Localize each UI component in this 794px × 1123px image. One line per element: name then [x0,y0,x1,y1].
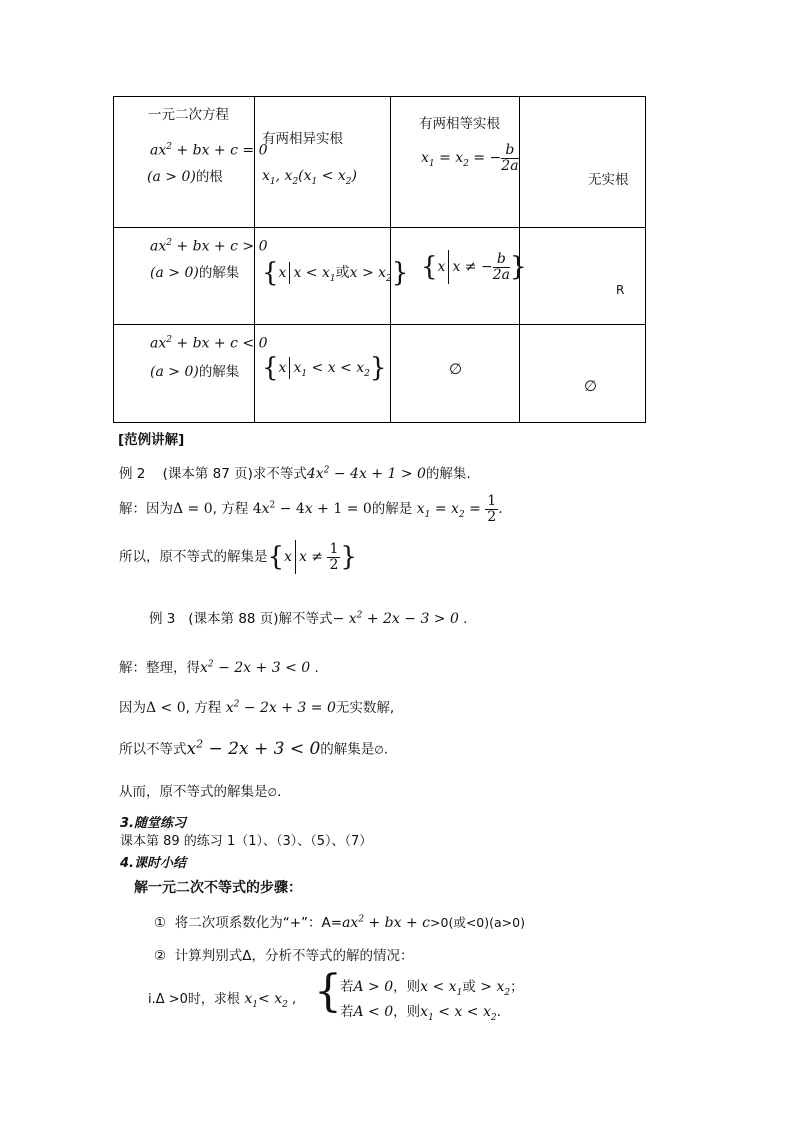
gt-ineq-condition: (a > 0)的解集 [150,265,240,281]
cell-lt-two-roots [255,325,391,423]
cell-lt-ineq [114,325,268,423]
two-distinct-label: 有两相异实根 [262,131,343,147]
summary-title: 解一元二次不等式的步骤： [134,880,302,896]
practice-heading: 3.随堂练习 [120,816,186,831]
lt-no-roots-set: ∅ [584,377,598,395]
cell-gt-ineq [114,228,268,325]
lt-ineq-formula: $ax^2$ + bx + c < 0 [150,335,268,352]
equation-formula: $ax^2$ + bx + c = 0 [150,142,268,159]
gt-no-roots-set: R [616,283,625,297]
example2-conclusion: 所以，原不等式的解集是{x x ≠ $\frac{1}{2}$ } [119,540,357,573]
example3-step1: 解：整理，得$x^2 - 2x + 3 < 0$ . [119,659,319,676]
example2-question: 例 2 (课本第 87 页)求不等式$4x^2 - 4x + 1 > 0$的解集. [119,465,471,482]
lt-equal-roots-set: ∅ [449,360,463,378]
roots-table [113,96,646,423]
gt-two-roots-set: {x $x < x_1$或$x > x_2$} [262,258,409,288]
case-lt-zero: 若A < 0，则$x_1 < x < x_2$. [340,1004,501,1023]
cell-two-distinct-roots [255,97,391,228]
cell-lt-no-roots [520,325,646,423]
two-distinct-formula: $x_1$, $x_2(x_1 < x_2)$ [262,168,357,187]
cell-equation [114,97,268,228]
equal-roots-label: 有两相等实根 [419,116,500,132]
practice-text: 课本第 89 的练习 1（1）、（3）、（5）、（7） [120,834,373,849]
cell-no-roots [520,97,646,228]
lt-two-roots-set: {x $x_1 < x < x_2$} [262,353,387,383]
cell-equal-roots [391,97,520,228]
cell-gt-two-roots [255,228,409,325]
example3-step3: 所以不等式$x^2 - 2x + 3 < 0$的解集是∅. [119,737,389,759]
equation-title: 一元二次方程 [148,107,229,123]
summary-heading: 4.课时小结 [120,856,186,871]
case-brace: { [314,966,342,1017]
case-i-label: ⅰ.Δ >0时，求根 $x_1< x_2$ , [148,991,297,1010]
lt-ineq-condition: (a > 0)的解集 [150,364,240,380]
example3-question: 例 3 (课本第 88 页)解不等式− $x^2 + 2x - 3 > 0$ . [149,610,468,627]
example2-solution: 解：因为Δ = 0, 方程 $4x^2 - 4x + 1 = 0$的解是 $x_1 = x_2$ = $\frac{1}{2}$ . [119,493,503,525]
example3-step2: 因为Δ < 0, 方程 $x^2 - 2x + 3 = 0$无实数解, [119,699,395,716]
cell-gt-no-roots [520,228,646,325]
equal-roots-formula: $x_1 = x_2$ = − $\frac{b}{2a}$ [421,142,519,174]
example3-conclusion: 从而，原不等式的解集是∅. [119,784,282,800]
gt-ineq-formula: $ax^2$ + bx + c > 0 [150,238,268,255]
cell-gt-equal-roots [391,228,527,325]
equation-condition: (a > 0)的根 [147,169,223,185]
summary-step1: ① 将二次项系数化为“+”：$A=ax^2$ + bx + c>0(或<0)(a>0) [154,914,525,931]
case-gt-zero: 若A > 0，则$x < x_1$或 > $x_2$； [340,979,524,998]
gt-equal-roots-set: {x x ≠ − $\frac{b}{2a}$ } [421,250,527,283]
examples-heading: [范例讲解] [118,432,185,448]
no-roots-label: 无实根 [588,172,629,188]
cell-lt-equal-roots [391,325,520,423]
summary-step2: ② 计算判别式Δ，分析不等式的解的情况： [154,948,414,964]
